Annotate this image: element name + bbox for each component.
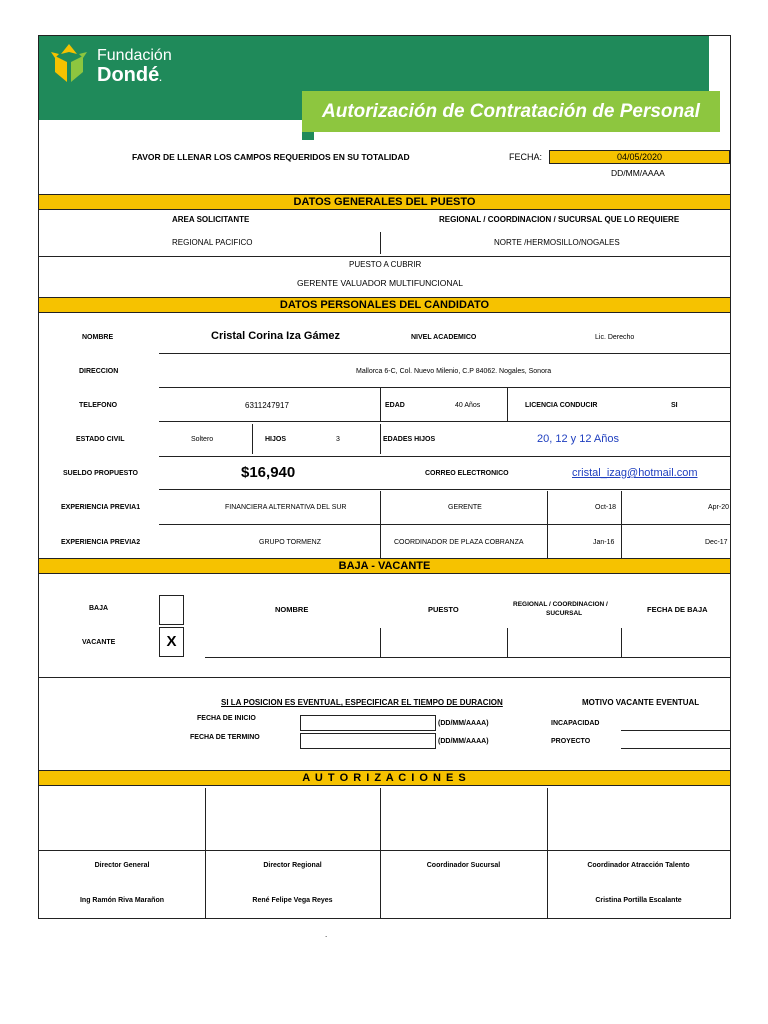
footer-dot: . — [325, 930, 328, 939]
nombre-value[interactable]: Cristal Corina Iza Gámez — [211, 330, 340, 342]
divider — [380, 387, 381, 421]
area-label: AREA SOLICITANTE — [172, 215, 250, 224]
hiring-authorization-form — [38, 35, 731, 919]
format-1: (DD/MM/AAAA) — [438, 720, 489, 727]
termino-field[interactable] — [300, 733, 436, 749]
divider — [159, 524, 730, 525]
nombre-col: NOMBRE — [275, 605, 309, 614]
baja-label: BAJA — [89, 605, 109, 612]
sueldo-value[interactable]: $16,940 — [241, 464, 296, 481]
divider — [380, 424, 381, 454]
licencia-value[interactable]: SI — [671, 402, 678, 409]
divider — [159, 489, 730, 490]
divider — [205, 657, 730, 658]
puesto-value[interactable]: GERENTE VALUADOR MULTIFUNCIONAL — [297, 278, 463, 288]
motivo-heading: MOTIVO VACANTE EVENTUAL — [582, 698, 700, 707]
divider — [39, 850, 730, 851]
inicio-label: FECHA DE INICIO — [197, 715, 256, 722]
incapacidad-label: INCAPACIDAD — [551, 720, 600, 727]
nivel-value[interactable]: Lic. Derecho — [595, 334, 635, 341]
termino-label: FECHA DE TERMINO — [190, 734, 260, 741]
section-baja-vacante: BAJA - VACANTE — [39, 558, 730, 574]
exp1-label: EXPERIENCIA PREVIA1 — [61, 504, 141, 511]
regional-col-2: SUCURSAL — [546, 610, 583, 617]
exp2-fin[interactable]: Dec-17 — [705, 539, 728, 546]
estado-label: ESTADO CIVIL — [76, 436, 125, 443]
regional-col-1: REGIONAL / COORDINACION / — [513, 601, 608, 608]
role-director-general: Director General — [94, 862, 150, 869]
telefono-value[interactable]: 6311247917 — [245, 401, 289, 410]
signer-director-regional: René Felipe Vega Reyes — [252, 897, 333, 904]
fundacion-donde-logo-icon — [47, 42, 91, 88]
licencia-label: LICENCIA CONDUCIR — [525, 402, 598, 409]
hijos-value[interactable]: 3 — [336, 436, 340, 443]
vacante-label: VACANTE — [82, 639, 116, 646]
logo-line-2: Dondé. — [97, 64, 162, 86]
fecha-label: FECHA: — [509, 152, 543, 162]
logo-line-1: Fundación — [97, 47, 172, 64]
hijos-label: HIJOS — [265, 436, 287, 443]
section-datos-puesto: DATOS GENERALES DEL PUESTO — [39, 194, 730, 210]
exp2-puesto[interactable]: COORDINADOR DE PLAZA COBRANZA — [394, 539, 524, 546]
divider — [159, 456, 730, 457]
exp1-puesto[interactable]: GERENTE — [448, 504, 482, 511]
edad-value[interactable]: 40 Años — [455, 402, 481, 409]
regional-value[interactable]: NORTE /HERMOSILLO/NOGALES — [494, 238, 620, 247]
fecha-field[interactable]: 04/05/2020 — [549, 150, 730, 164]
incapacidad-field[interactable] — [621, 730, 730, 731]
form-title: Autorización de Contratación de Personal — [302, 91, 720, 132]
divider — [380, 628, 381, 658]
divider — [252, 424, 253, 454]
edades-value[interactable]: 20, 12 y 12 Años — [537, 433, 619, 445]
exp2-empresa[interactable]: GRUPO TORMENZ — [259, 539, 321, 546]
exp1-empresa[interactable]: FINANCIERA ALTERNATIVA DEL SUR — [225, 504, 347, 511]
telefono-label: TELEFONO — [79, 402, 118, 409]
nombre-label: NOMBRE — [82, 334, 114, 341]
divider — [507, 387, 508, 421]
direccion-value[interactable]: Mallorca 6-C, Col. Nuevo Milenio, C.P 84062. Nogales, Sonora — [356, 368, 552, 375]
proyecto-label: PROYECTO — [551, 738, 591, 745]
puesto-label: PUESTO A CUBRIR — [349, 260, 422, 269]
edad-label: EDAD — [385, 402, 405, 409]
area-value[interactable]: REGIONAL PACIFICO — [172, 238, 253, 247]
divider — [159, 421, 730, 422]
direccion-label: DIRECCION — [79, 368, 119, 375]
nivel-label: NIVEL ACADEMICO — [411, 334, 477, 341]
proyecto-field[interactable] — [621, 748, 730, 749]
estado-value[interactable]: Soltero — [191, 436, 214, 443]
title-tab — [302, 132, 314, 140]
puesto-col: PUESTO — [428, 605, 459, 614]
eventual-heading: SI LA POSICION ES EVENTUAL, ESPECIFICAR EL TIEMPO DE DURACION — [221, 698, 503, 707]
divider — [159, 353, 730, 354]
baja-checkbox[interactable] — [159, 595, 184, 625]
divider — [159, 387, 730, 388]
divider — [39, 677, 730, 678]
edades-label: EDADES HIJOS — [383, 436, 436, 443]
role-coordinador-talento: Coordinador Atracción Talento — [587, 862, 690, 869]
divider — [39, 256, 730, 257]
vacante-checkbox[interactable]: X — [159, 627, 184, 657]
exp2-label: EXPERIENCIA PREVIA2 — [61, 539, 141, 546]
exp1-fin[interactable]: Apr-20 — [708, 504, 730, 511]
inicio-field[interactable] — [300, 715, 436, 731]
divider — [621, 491, 622, 559]
fecha-baja-col: FECHA DE BAJA — [647, 605, 708, 614]
exp2-inicio[interactable]: Jan-16 — [593, 539, 615, 546]
signer-director-general: Ing Ramón Riva Marañon — [79, 897, 164, 904]
role-coordinador-sucursal: Coordinador Sucursal — [426, 862, 501, 869]
divider — [380, 788, 381, 919]
instruction-text: FAVOR DE LLENAR LOS CAMPOS REQUERIDOS EN SU TOTALIDAD — [132, 152, 410, 162]
divider — [547, 491, 548, 559]
sueldo-label: SUELDO PROPUESTO — [63, 470, 138, 477]
signer-coordinador-talento: Cristina Portilla Escalante — [595, 897, 682, 904]
exp1-inicio[interactable]: Oct-18 — [595, 504, 617, 511]
regional-label: REGIONAL / COORDINACION / SUCURSAL QUE LO REQUIERE — [439, 215, 680, 224]
divider — [621, 628, 622, 658]
correo-label: CORREO ELECTRONICO — [425, 470, 509, 477]
divider — [380, 491, 381, 559]
correo-link[interactable]: cristal_izag@hotmail.com — [572, 467, 698, 479]
format-2: (DD/MM/AAAA) — [438, 738, 489, 745]
divider — [507, 628, 508, 658]
divider — [380, 232, 381, 254]
role-director-regional: Director Regional — [263, 862, 322, 869]
section-datos-candidato: DATOS PERSONALES DEL CANDIDATO — [39, 297, 730, 313]
fecha-format: DD/MM/AAAA — [611, 168, 665, 178]
section-autorizaciones: A U T O R I Z A C I O N E S — [39, 770, 730, 786]
